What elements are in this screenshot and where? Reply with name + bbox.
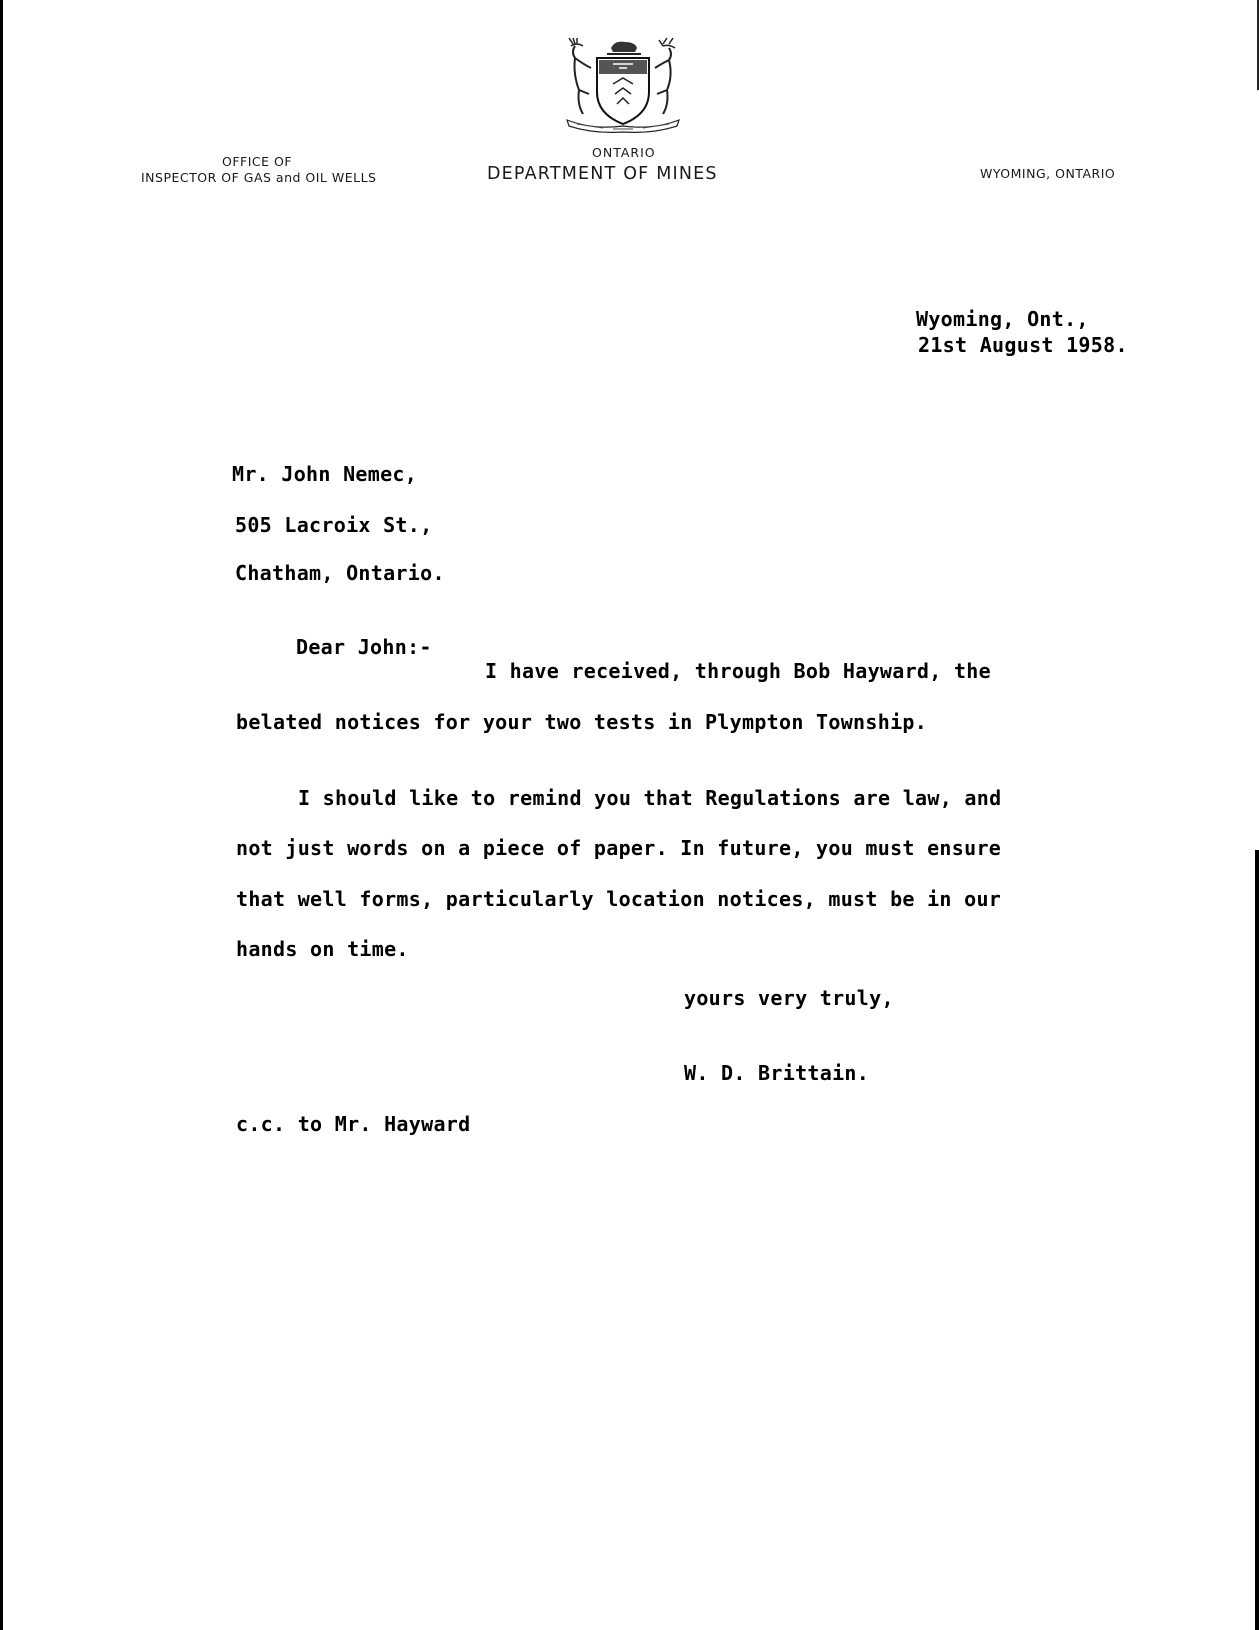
- office-label: OFFICE OF: [222, 154, 293, 169]
- letter-date: 21st August 1958.: [918, 333, 1128, 357]
- paragraph1-line1: I have received, through Bob Hayward, the: [485, 659, 991, 683]
- paragraph2-line3: that well forms, particularly location notices, must be in our: [236, 887, 1002, 911]
- department-title: DEPARTMENT OF MINES: [487, 164, 718, 184]
- province-label: ONTARIO: [592, 145, 656, 160]
- signature: W. D. Brittain.: [684, 1061, 870, 1085]
- letterhead-location: WYOMING, ONTARIO: [980, 166, 1116, 181]
- paragraph2-line4: hands on time.: [236, 937, 409, 961]
- scan-edge-left: [0, 0, 3, 1630]
- paragraph2-line1: I should like to remind you that Regulations are law, and: [298, 786, 1002, 810]
- paragraph1-line2: belated notices for your two tests in Plympton Township.: [236, 710, 928, 734]
- carbon-copy-line: c.c. to Mr. Hayward: [236, 1112, 471, 1136]
- office-title: INSPECTOR OF GAS and OIL WELLS: [141, 170, 377, 185]
- coat-of-arms-icon: [563, 34, 683, 134]
- letter-place: Wyoming, Ont.,: [916, 307, 1089, 331]
- recipient-street: 505 Lacroix St.,: [235, 513, 433, 537]
- scan-edge-right: [1255, 850, 1259, 1630]
- closing: yours very truly,: [684, 986, 894, 1010]
- paragraph2-line2: not just words on a piece of paper. In future, you must ensure: [236, 836, 1002, 860]
- recipient-city: Chatham, Ontario.: [235, 561, 445, 585]
- salutation: Dear John:-: [296, 635, 432, 659]
- recipient-name: Mr. John Nemec,: [232, 462, 418, 486]
